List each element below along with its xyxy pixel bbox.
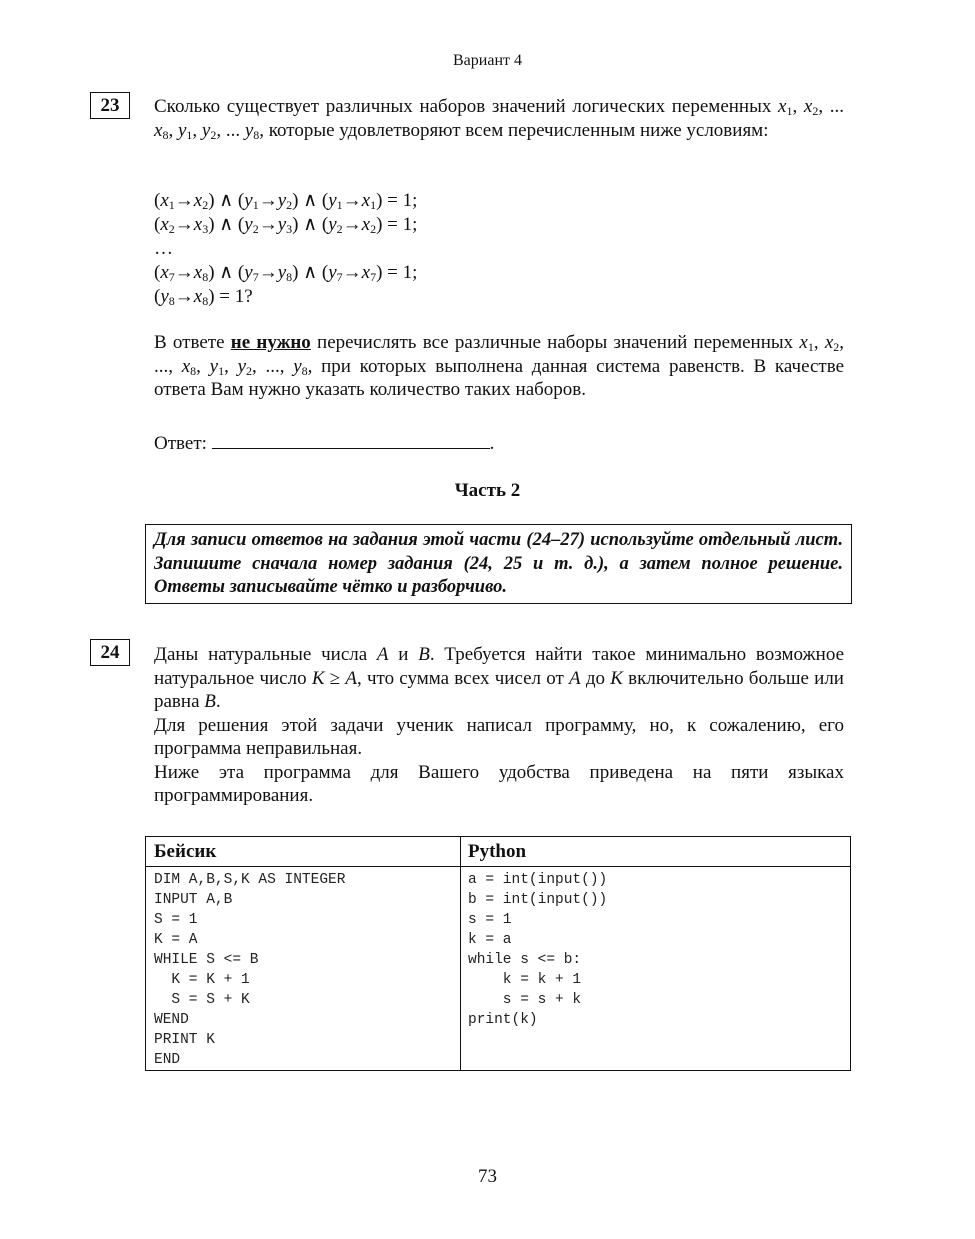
variable: x bbox=[160, 262, 169, 283]
variable-index: 1 bbox=[168, 198, 175, 212]
variable-index: 2 bbox=[336, 222, 343, 236]
basic-code: DIM A,B,S,K AS INTEGER INPUT A,B S = 1 K = A WHILE S <= B K = K + 1 S = S + K WEND PRINT K END bbox=[154, 872, 346, 1068]
variable-index: 2 bbox=[812, 104, 819, 118]
variable: x bbox=[778, 96, 787, 117]
variable-index: 3 bbox=[202, 222, 209, 236]
equation-line: $(y_8\to x_8) = 1$? bbox=[154, 286, 253, 308]
variable-index: 2 bbox=[202, 198, 209, 212]
variable: y bbox=[277, 262, 287, 283]
part-2-title: Часть 2 bbox=[454, 480, 521, 501]
variable-index: 1 bbox=[186, 127, 193, 142]
variable-index: 8 bbox=[202, 270, 209, 284]
answer-blank[interactable] bbox=[212, 430, 490, 449]
variable: x bbox=[361, 214, 371, 235]
variable: y bbox=[328, 262, 337, 283]
variable: x bbox=[824, 332, 834, 353]
code-table bbox=[145, 836, 851, 1071]
variable: x bbox=[361, 262, 371, 283]
variable-index: 8 bbox=[202, 294, 209, 308]
variable: x bbox=[799, 332, 808, 353]
question-23-note bbox=[154, 331, 844, 402]
variable-index: 2 bbox=[370, 222, 377, 236]
variable-index: 8 bbox=[168, 294, 175, 308]
variable-index: 3 bbox=[286, 222, 293, 236]
variable: x bbox=[154, 119, 163, 141]
variable: x bbox=[193, 262, 203, 283]
part-2-notice: Для записи ответов на задания этой части (24–27) используйте отдельный лист. Запишите сначала номер задания (24, 25 и т. д.), а затем полное решение. Ответы записывайте чётко и разборчиво. bbox=[145, 524, 852, 604]
column-divider bbox=[460, 837, 461, 1070]
variable: y bbox=[177, 119, 187, 141]
question-number-24: 24 bbox=[90, 639, 130, 666]
python-column-header: Python bbox=[468, 841, 527, 862]
question-24-body bbox=[154, 643, 844, 808]
variable: x bbox=[160, 190, 169, 211]
variable-index: 8 bbox=[286, 270, 293, 284]
variable-index: 7 bbox=[336, 270, 343, 284]
variable: y bbox=[160, 286, 169, 307]
page-header: Вариант 4 bbox=[453, 52, 522, 69]
variable: y bbox=[328, 214, 337, 235]
question-24-paragraph-3: Ниже эта программа для Вашего удобства приведена на пяти языках программирования. bbox=[154, 761, 844, 806]
variable: y bbox=[244, 262, 253, 283]
variable-index: 2 bbox=[168, 222, 175, 236]
variable-index: 1 bbox=[786, 104, 793, 118]
variable-index: 2 bbox=[833, 340, 840, 354]
page-number: 73 bbox=[478, 1166, 497, 1187]
question-number-23: 23 bbox=[90, 92, 130, 119]
variable-index: 8 bbox=[190, 363, 197, 378]
variable: K bbox=[311, 667, 325, 689]
variable: x bbox=[160, 214, 169, 235]
emphasis-text: не нужно bbox=[230, 332, 311, 353]
question-23-intro bbox=[154, 95, 844, 142]
variable: B bbox=[418, 644, 430, 665]
variable: A bbox=[569, 667, 581, 689]
variable-index: 1 bbox=[370, 198, 377, 212]
answer-label: Ответ: bbox=[154, 433, 207, 454]
variable: y bbox=[277, 214, 287, 235]
variable: y bbox=[201, 119, 211, 141]
variable-index: 2 bbox=[252, 222, 259, 236]
question-23-note-text: В ответе не нужно перечислять все различные наборы значений переменных $x_1$, $x_2$, ..., $x_8$, $y_1$, $y_2$, ..., $y_8$, при которых выполнена данная система равенств. В качестве ответа Вам нужно указать количество таких наборов. bbox=[154, 332, 845, 400]
variable-index: 1 bbox=[252, 198, 259, 212]
variable: y bbox=[244, 214, 253, 235]
question-24-paragraph-1: Даны натуральные числа A и B. Требуется найти такое минимально возможное натуральное число K ≥ A, что сумма всех чисел от A до K включительно больше или равна B. bbox=[154, 644, 845, 712]
variable: x bbox=[361, 190, 371, 211]
variable-index: 8 bbox=[253, 127, 260, 142]
variable-index: 7 bbox=[370, 270, 377, 284]
variable-index: 7 bbox=[252, 270, 259, 284]
question-23-intro-text: Сколько существует различных наборов значений логических переменных $x_1$, $x_2$, ... $x_8$, $y_1$, $y_2$, ... $y_8$, которые удовлетворяют всем перечисленным ниже условиям: bbox=[154, 96, 844, 142]
variable: A bbox=[376, 644, 389, 665]
variable: B bbox=[204, 691, 216, 712]
variable: y bbox=[209, 355, 219, 377]
python-code: a = int(input()) b = int(input()) s = 1 k = a while s <= b: k = k + 1 s = s + k print(k) bbox=[468, 872, 608, 1028]
variable: x bbox=[193, 286, 203, 307]
variable: y bbox=[328, 190, 337, 211]
variable: y bbox=[244, 190, 253, 211]
variable-index: 1 bbox=[218, 363, 225, 378]
answer-end: . bbox=[489, 433, 495, 454]
variable: x bbox=[803, 96, 813, 117]
variable-index: 2 bbox=[210, 127, 217, 142]
variable-index: 8 bbox=[162, 127, 169, 142]
variable-index: 1 bbox=[336, 198, 343, 212]
variable: x bbox=[193, 190, 203, 211]
variable: K bbox=[610, 667, 623, 689]
equation-system bbox=[154, 189, 417, 309]
variable: A bbox=[345, 667, 357, 689]
answer-line bbox=[154, 430, 494, 455]
variable-index: 7 bbox=[168, 270, 175, 284]
equation-line: $(x_2\to x_3)$ ∧ $(y_2\to y_3)$ ∧ $(y_2\to x_2) = 1$; bbox=[154, 214, 418, 236]
variable: y bbox=[237, 355, 247, 377]
question-24-paragraph-2: Для решения этой задачи ученик написал программу, но, к сожалению, его программа неправильная. bbox=[154, 714, 844, 759]
variable: y bbox=[277, 190, 287, 211]
variable: y bbox=[244, 119, 254, 141]
variable-index: 8 bbox=[301, 363, 308, 378]
variable-index: 2 bbox=[286, 198, 293, 212]
equation-line: $(x_7\to x_8)$ ∧ $(y_7\to y_8)$ ∧ $(y_7\to x_7) = 1$; bbox=[154, 262, 418, 284]
variable: x bbox=[193, 214, 203, 235]
basic-column-header: Бейсик bbox=[154, 841, 217, 862]
equation-line: $(x_1\to x_2)$ ∧ $(y_1\to y_2)$ ∧ $(y_1\to x_1) = 1$; bbox=[154, 190, 418, 212]
variable-index: 2 bbox=[246, 363, 253, 378]
variable: y bbox=[293, 355, 302, 377]
equation-line: … bbox=[154, 238, 173, 259]
header-divider bbox=[146, 866, 850, 867]
variable: x bbox=[181, 355, 191, 377]
variable-index: 1 bbox=[807, 340, 814, 354]
